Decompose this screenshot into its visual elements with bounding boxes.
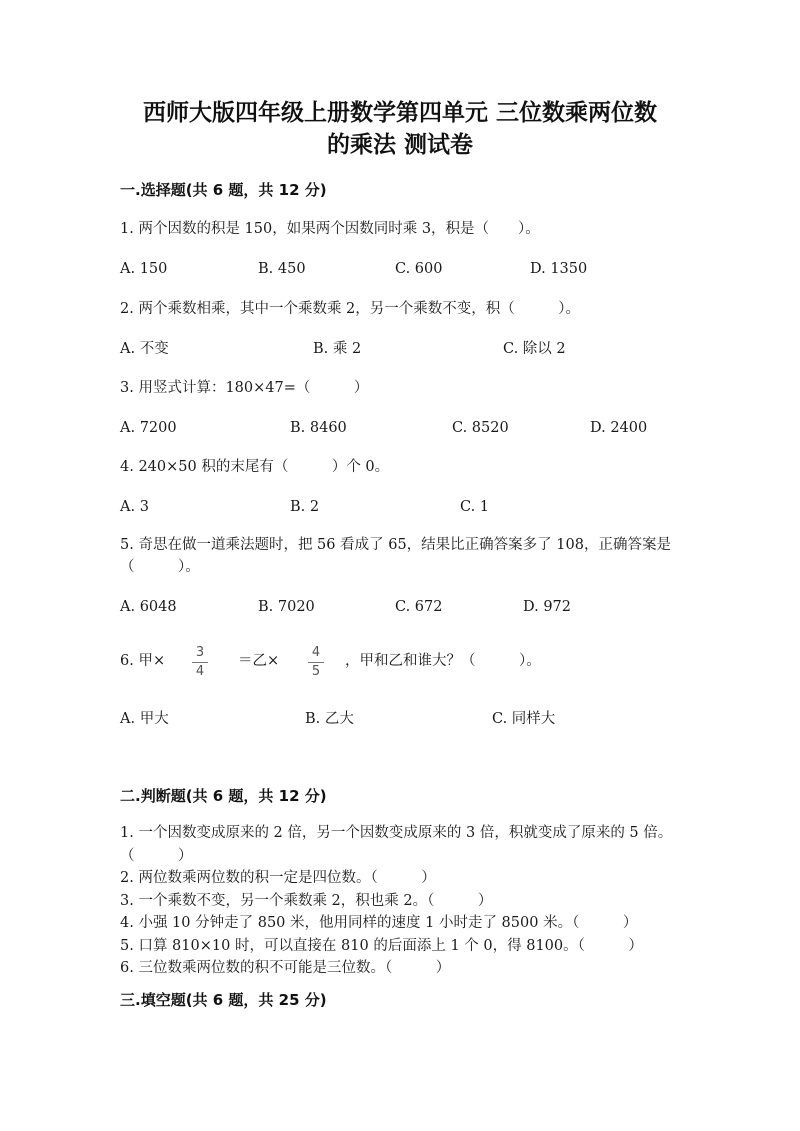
question-5-option-c: C. 672 [395, 599, 443, 615]
page-title-line-1: 西师大版四年级上册数学第四单元 三位数乘两位数 [142, 100, 657, 126]
question-6-option-a: A. 甲大 [120, 711, 169, 727]
question-1-option-b: B. 450 [258, 261, 306, 277]
question-2-option-c: C. 除以 2 [503, 341, 566, 357]
question-3-option-b: B. 8460 [290, 420, 347, 436]
section-heading-fill: 三.填空题(共 6 题，共 25 分) [120, 991, 327, 1009]
fraction-bar [192, 662, 208, 663]
fraction-denominator: 5 [311, 664, 321, 679]
question-3-stem: 3. 用竖式计算：180×47=（ ） [120, 380, 369, 396]
question-6-option-b: B. 乙大 [305, 711, 354, 727]
question-4-stem: 4. 240×50 积的末尾有（ ）个 0。 [120, 459, 390, 475]
judge-item-5: 5. 口算 810×10 时，可以直接在 810 的后面添上 1 个 0，得 8100。（ ） [120, 937, 643, 954]
question-4-option-b: B. 2 [290, 499, 320, 515]
question-6-stem-part-2: ＝乙× [238, 653, 280, 669]
judge-item-3: 3. 一个乘数不变，另一个乘数乘 2，积也乘 2。（ ） [120, 892, 493, 909]
question-5-stem: 5. 奇思在做一道乘法题时，把 56 看成了 65，结果比正确答案多了 108，正确答案是（ ）。 [120, 537, 671, 575]
question-2-stem: 2. 两个乘数相乘，其中一个乘数乘 2，另一个乘数不变，积（ ）。 [120, 301, 581, 317]
section-heading-judge: 二.判断题(共 6 题，共 12 分) [120, 787, 327, 805]
question-4-option-c: C. 1 [460, 499, 490, 515]
question-3-option-a: A. 7200 [120, 420, 177, 436]
question-1-option-c: C. 600 [395, 261, 443, 277]
question-2-option-a: A. 不变 [120, 341, 169, 357]
question-6-stem-part-3: ，甲和乙和谁大？（ ）。 [345, 653, 541, 669]
fraction-three-quarters [190, 645, 210, 680]
fraction-numerator: 3 [195, 645, 205, 660]
question-6-stem-part-1: 6. 甲× [120, 653, 166, 669]
question-1-option-a: A. 150 [120, 261, 168, 277]
question-5-option-a: A. 6048 [120, 599, 177, 615]
fraction-numerator: 4 [311, 645, 321, 660]
question-3-option-d: D. 2400 [590, 420, 648, 436]
judge-item-1: 1. 一个因数变成原来的 2 倍，另一个因数变成原来的 3 倍，积就变成了原来的 5 倍。（ ） [120, 825, 673, 864]
question-4-option-a: A. 3 [120, 499, 149, 515]
judge-item-6: 6. 三位数乘两位数的积不可能是三位数。（ ） [120, 960, 451, 976]
fraction-bar [308, 662, 324, 663]
judge-list [120, 822, 680, 980]
section-heading-choice: 一.选择题(共 6 题，共 12 分) [120, 181, 327, 199]
fraction-denominator: 4 [195, 664, 205, 679]
question-5-option-d: D. 972 [523, 599, 572, 615]
fraction-four-fifths [306, 645, 326, 680]
judge-item-4: 4. 小强 10 分钟走了 850 米，他用同样的速度 1 小时走了 8500 米。（ ） [120, 915, 638, 931]
question-2-option-b: B. 乘 2 [313, 341, 362, 357]
judge-item-2: 2. 两位数乘两位数的积一定是四位数。（ ） [120, 870, 436, 886]
question-1-option-d: D. 1350 [530, 261, 588, 277]
question-6-option-c: C. 同样大 [492, 711, 556, 727]
question-3-option-c: C. 8520 [452, 420, 509, 436]
page-title-line-2: 的乘法 测试卷 [326, 132, 473, 158]
question-1-stem: 1. 两个因数的积是 150，如果两个因数同时乘 3，积是（ ）。 [120, 221, 540, 237]
question-5-option-b: B. 7020 [258, 599, 315, 615]
